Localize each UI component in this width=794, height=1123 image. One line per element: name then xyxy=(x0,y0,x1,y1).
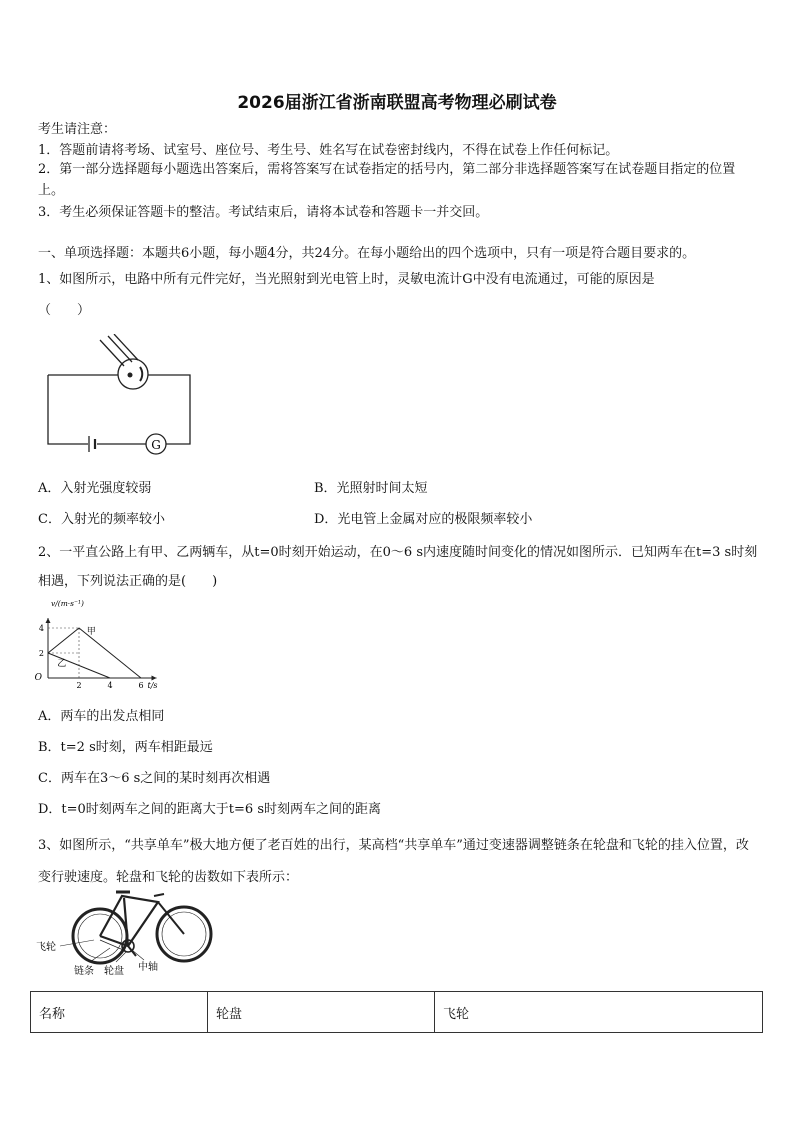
y-axis-label: v/(m·s⁻¹) xyxy=(51,599,84,608)
section-heading: 一、单项选择题：本题共6小题，每小题4分，共24分。在每小题给出的四个选项中，只有一项是符合题目要求的。 xyxy=(38,246,696,261)
q1-meter-label: G xyxy=(151,438,161,452)
notice-item-2: 2．第一部分选择题每小题选出答案后，需将答案写在试卷指定的括号内，第二部分非选择题答案写在试卷题目指定的位置上。 xyxy=(38,162,736,198)
table-header-chainring: 轮盘 xyxy=(208,992,435,1033)
table-row xyxy=(31,992,763,1033)
q1-blank: （ ） xyxy=(38,303,91,318)
y-axis-arrow xyxy=(46,618,51,623)
q2-option-d: D．t=0时刻两车之间的距离大于t=6 s时刻两车之间的距离 xyxy=(38,802,382,817)
q1-option-c: C．入射光的频率较小 xyxy=(38,512,165,527)
origin-label: O xyxy=(34,673,42,683)
q2-stem: 2、一平直公路上有甲、乙两辆车，从t=0时刻开始运动，在0～6 s内速度随时间变化的情况如图所示．已知两车在t=3 s时刻相遇，下列说法正确的是( ) xyxy=(38,545,758,589)
q1-stem: 1、如图所示，电路中所有元件完好，当光照射到光电管上时，灵敏电流计G中没有电流通过，可能的原因是 xyxy=(38,272,655,287)
page-title: 2026届浙江省浙南联盟高考物理必刷试卷 xyxy=(237,93,557,113)
x-tick-label: 6 xyxy=(138,681,144,690)
notice-heading: 考生请注意： xyxy=(38,122,117,137)
table-header-name: 名称 xyxy=(31,992,208,1033)
q2-option-c: C．两车在3～6 s之间的某时刻再次相遇 xyxy=(38,771,271,786)
q1-option-d: D．光电管上金属对应的极限频率较小 xyxy=(314,512,533,527)
series-label-jia: 甲 xyxy=(86,627,96,637)
notice-item-1: 1．答题前请将考场、试室号、座位号、考生号、姓名写在试卷密封线内，不得在试卷上作任何标记。 xyxy=(38,143,619,158)
x-tick-label: 2 xyxy=(76,681,82,690)
series-label-yi: 乙 xyxy=(57,659,67,669)
x-axis-arrow xyxy=(152,676,157,681)
q3-stem: 3、如图所示，“共享单车”极大地方便了老百姓的出行，某高档“共享单车”通过变速器调整链条在轮盘和飞轮的挂入位置，改变行驶速度。轮盘和飞轮的齿数如下表所示： xyxy=(38,838,749,885)
q1-option-b: B．光照射时间太短 xyxy=(314,481,428,496)
table-header-flywheel: 飞轮 xyxy=(435,992,763,1033)
q1-option-a: A．入射光强度较弱 xyxy=(38,481,152,496)
q2-vt-chart xyxy=(30,596,180,692)
q1-circuit-figure xyxy=(40,334,200,460)
notice-item-3: 3．考生必须保证答题卡的整洁。考试结束后，请将本试卷和答题卡一并交回。 xyxy=(38,205,489,220)
q3-label-chain: 链条 xyxy=(74,966,94,977)
q3-label-flywheel: 飞轮 xyxy=(36,942,56,953)
q2-option-b: B．t=2 s时刻，两车相距最远 xyxy=(38,740,213,755)
q2-option-a: A．两车的出发点相同 xyxy=(38,709,165,724)
y-tick-label: 4 xyxy=(38,624,44,633)
x-tick-label: 4 xyxy=(107,681,113,690)
q3-label-chainring: 轮盘 xyxy=(104,966,124,977)
y-tick-label: 2 xyxy=(38,649,44,658)
q3-bicycle-figure xyxy=(36,890,216,982)
q3-teeth-table xyxy=(30,991,763,1033)
x-axis-label: t/s xyxy=(147,681,158,690)
q3-label-axle: 中轴 xyxy=(138,962,158,973)
